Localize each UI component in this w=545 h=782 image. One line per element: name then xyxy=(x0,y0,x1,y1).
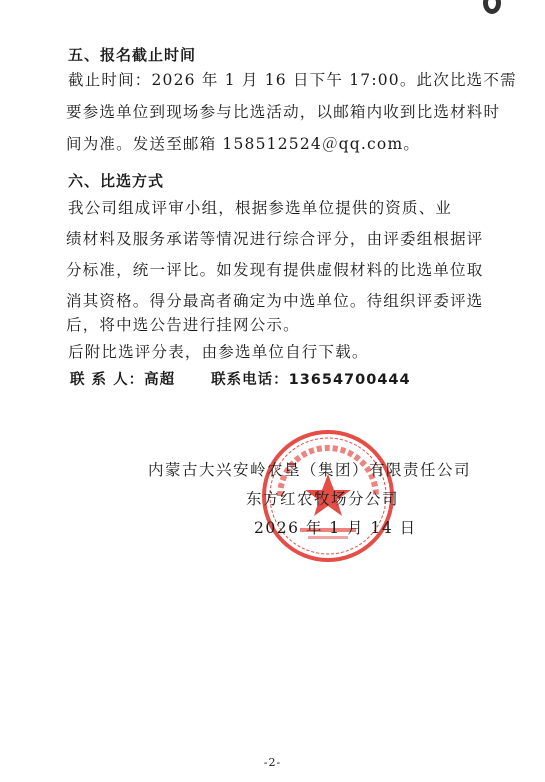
signature-company: 内蒙古大兴安岭农垦（集团）有限责任公司 xyxy=(148,461,472,479)
section-5-heading: 五、报名截止时间 xyxy=(68,46,197,64)
section-6-line-2: 绩材料及服务承诺等情况进行综合评分，由评委组根据评 xyxy=(66,230,484,248)
contact-phone: 联系电话：13654700444 xyxy=(211,372,411,388)
binding-mark-icon xyxy=(483,0,501,14)
section-6-line-1: 我公司组成评审小组，根据参选单位提供的资质、业 xyxy=(68,199,453,217)
page-number: -2- xyxy=(263,756,282,769)
section-5-line-1: 截止时间：2026 年 1 月 16 日下午 17:00。此次比选不需 xyxy=(68,71,517,89)
section-6-line-4: 消其资格。得分最高者确定为中选单位。待组织评委评选 xyxy=(66,292,484,310)
signature-branch: 东方红农牧场分公司 xyxy=(246,490,400,508)
signature-date: 2026 年 1 月 14 日 xyxy=(254,519,417,537)
contact-person: 联 系 人：高超 xyxy=(70,372,176,388)
attachment-note: 后附比选评分表，由参选单位自行下载。 xyxy=(68,343,369,361)
section-6-line-5: 后，将中选公告进行挂网公示。 xyxy=(66,316,300,334)
section-6-heading: 六、比选方式 xyxy=(68,172,165,190)
section-5-line-3: 间为准。发送至邮箱 158512524＠qq.com。 xyxy=(66,135,421,153)
section-5-line-2: 要参选单位到现场参与比选活动，以邮箱内收到比选材料时 xyxy=(66,103,501,121)
section-6-line-3: 分标准，统一评比。如发现有提供虚假材料的比选单位取 xyxy=(66,261,484,279)
contact-info xyxy=(70,368,411,389)
